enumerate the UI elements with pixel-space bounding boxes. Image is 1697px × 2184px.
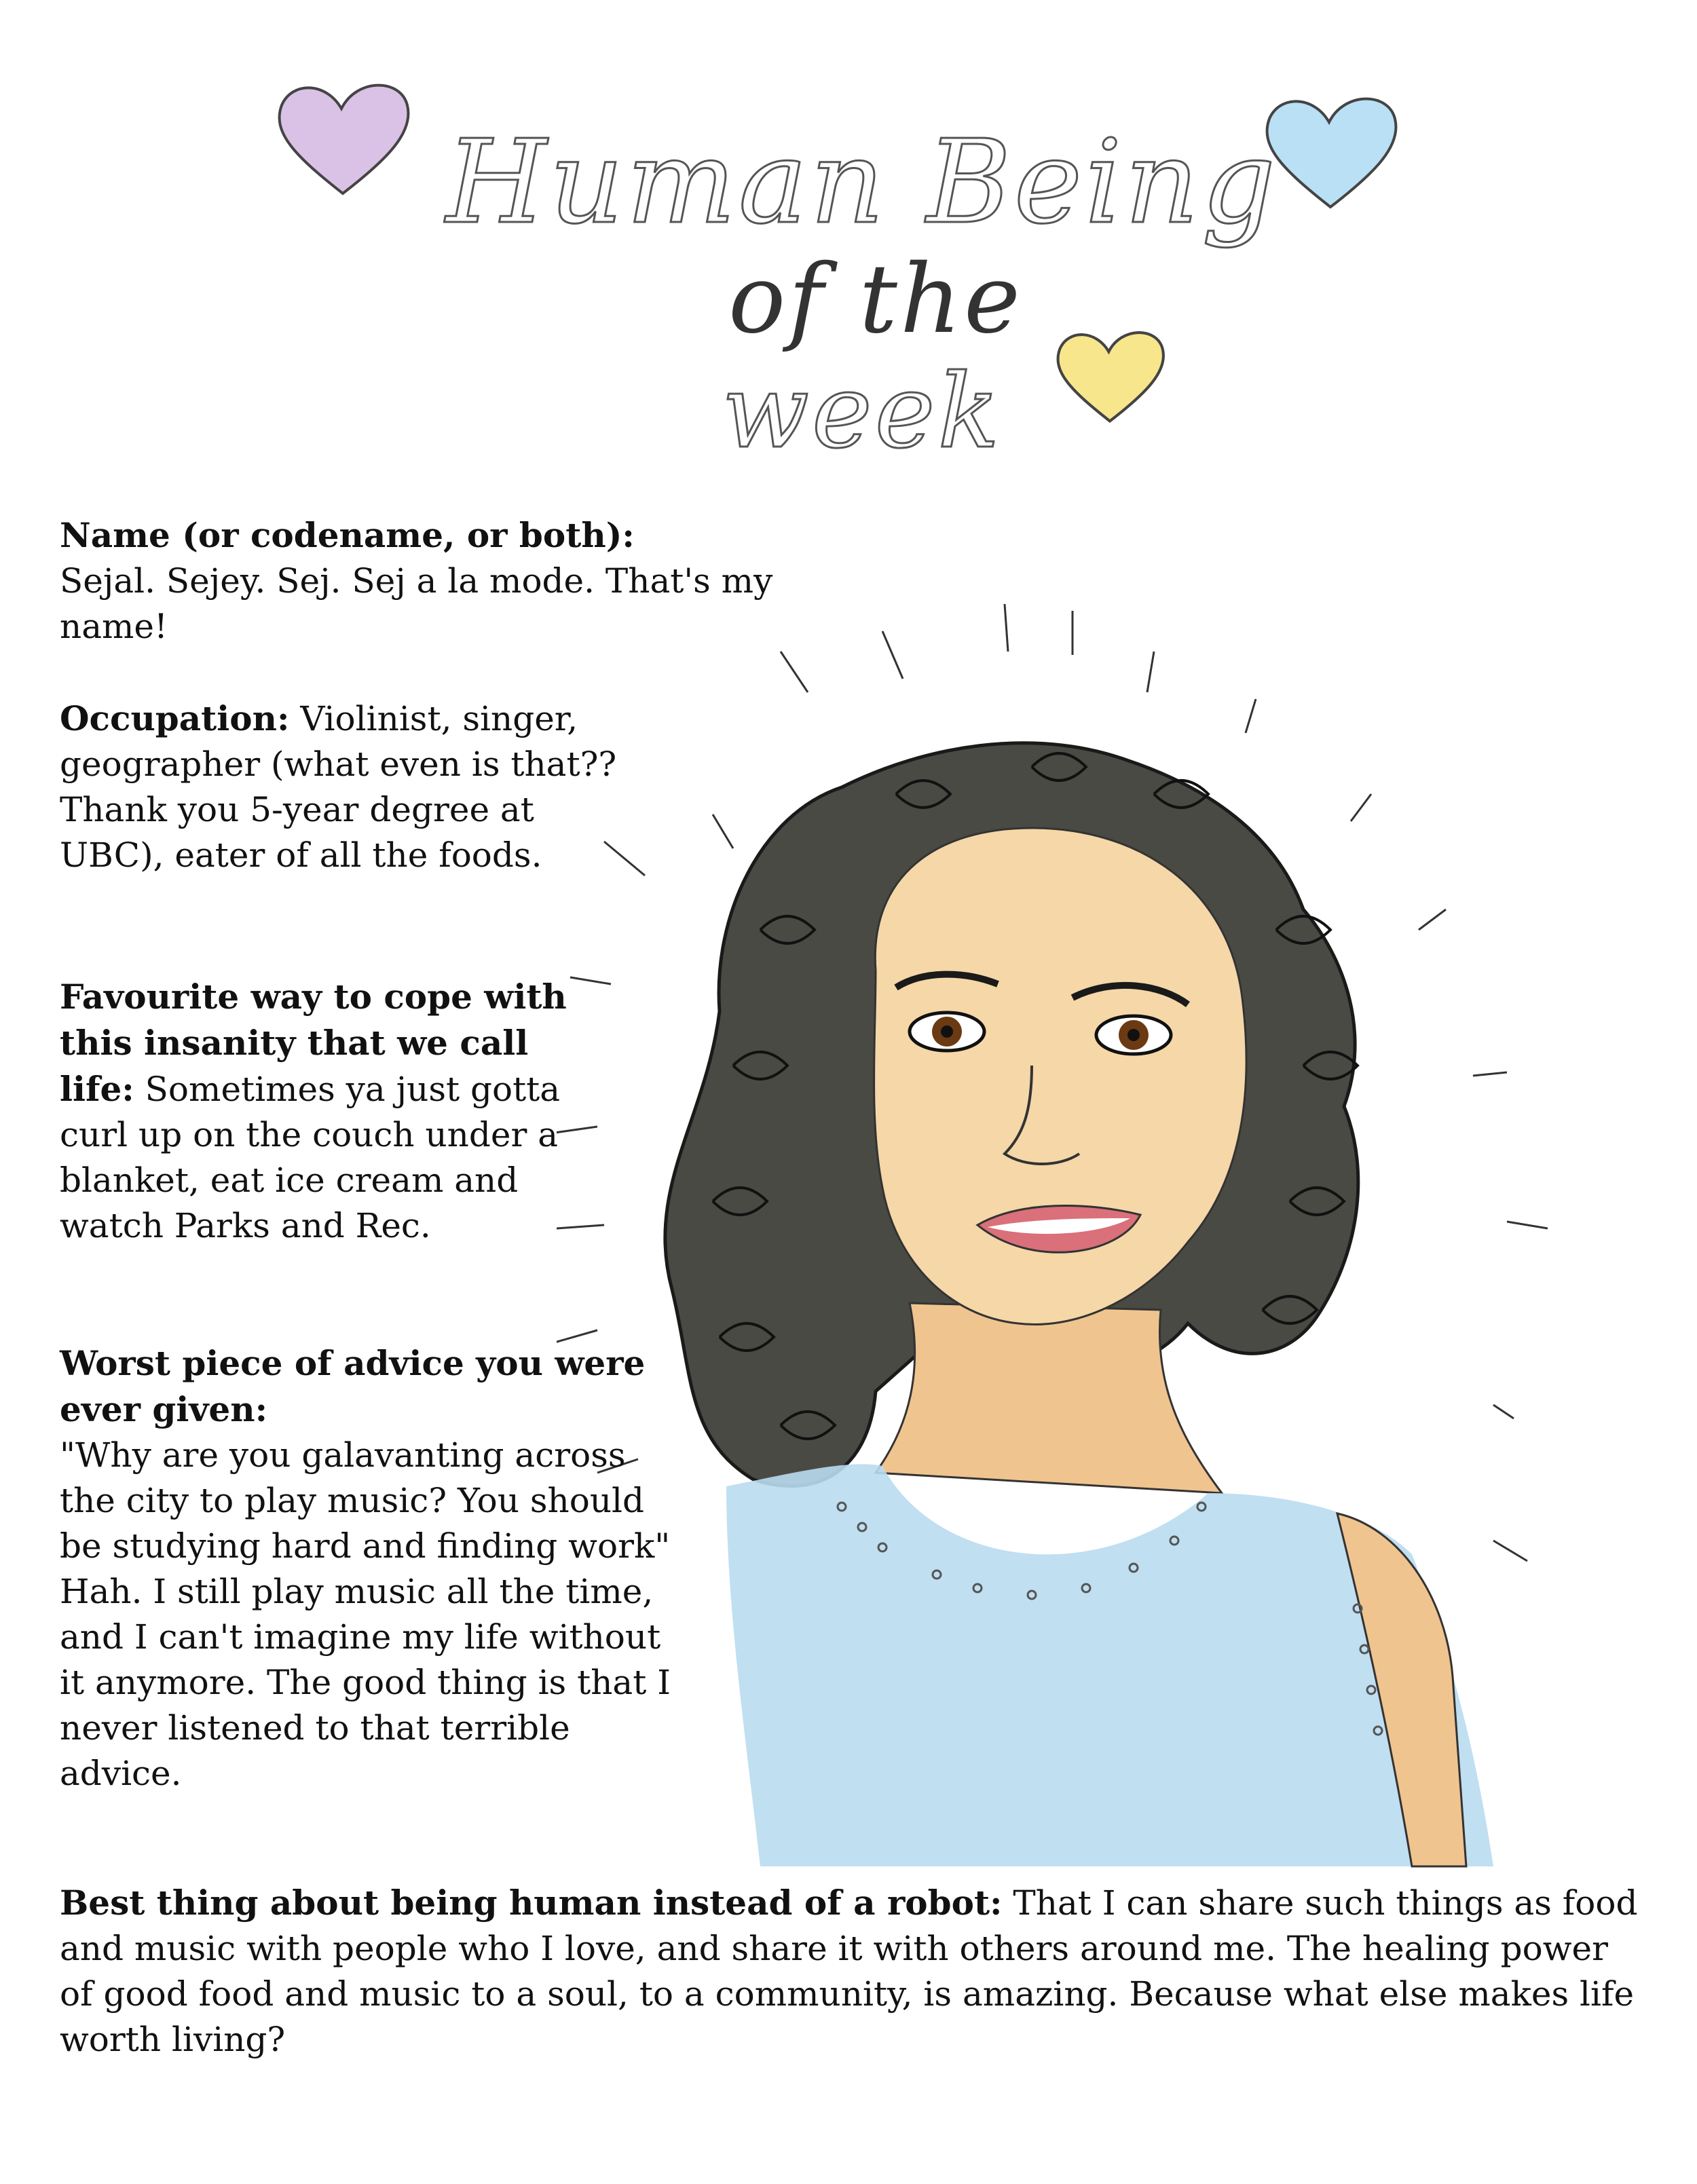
- qa-best: [60, 1880, 1641, 2063]
- title-line-3: week: [722, 353, 1003, 471]
- advice-label: Worst piece of advice you were ever given:: [60, 1343, 646, 1429]
- title-line-1: Human Being: [445, 115, 1279, 250]
- qa-name: [60, 512, 806, 649]
- cope-answer: Sometimes ya just gotta curl up on the couch under a blanket, eat ice cream and watch Parks and Rec.: [60, 1070, 561, 1245]
- cope-label: Favourite way to cope with this insanity that we call life:: [60, 977, 567, 1109]
- qa-occupation: [60, 696, 644, 878]
- advice-answer: "Why are you galavanting across the city to play music? You should be studying hard and finding work" Hah. I still play music all the time, and I can't imagine my life without it anymore. The good thing is that I never listened to that terrible advice.: [60, 1435, 671, 1793]
- qa-cope: [60, 974, 576, 1249]
- title-line-2: of the: [728, 244, 1023, 355]
- best-answer: That I can share such things as food and music with people who I love, and share it with others around me. The healing power of good food and music to a soul, to a community, is amazing. Because what else makes life worth living?: [60, 1883, 1638, 2059]
- blue-heart-icon: [1256, 88, 1405, 217]
- occupation-label: Occupation:: [60, 698, 290, 738]
- name-label: Name (or codename, or both):: [60, 515, 635, 555]
- portrait-illustration: [557, 590, 1616, 1880]
- occupation-answer: Violinist, singer, geographer (what even is that?? Thank you 5-year degree at UBC), eater of all the foods.: [60, 699, 617, 875]
- purple-heart-icon: [268, 75, 417, 204]
- best-label: Best thing about being human instead of a robot:: [60, 1883, 1003, 1923]
- qa-advice: [60, 1340, 671, 1796]
- yellow-heart-icon: [1049, 322, 1171, 431]
- name-answer: Sejal. Sejey. Sej. Sej a la mode. That's my name!: [60, 561, 773, 646]
